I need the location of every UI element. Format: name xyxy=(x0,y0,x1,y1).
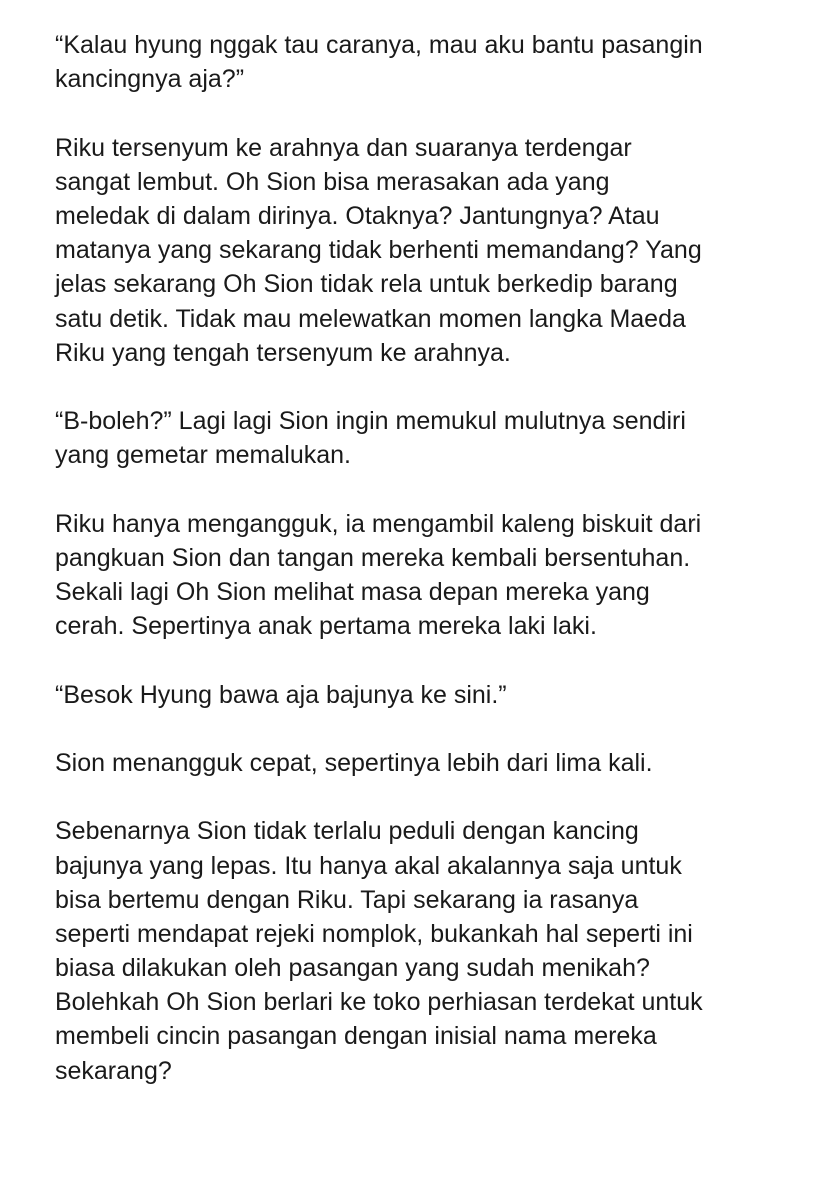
text-line: Sebenarnya Sion tidak terlalu peduli dengan kancing xyxy=(55,817,639,846)
text-line: Riku hanya mengangguk, ia mengambil kaleng biskuit dari xyxy=(55,509,702,538)
text-line: Riku yang tengah tersenyum ke arahnya. xyxy=(55,338,511,367)
text-line: cerah. Sepertinya anak pertama mereka laki laki. xyxy=(55,612,597,641)
text-line: satu detik. Tidak mau melewatkan momen langka Maeda xyxy=(55,304,686,333)
text-line: yang gemetar memalukan. xyxy=(55,441,351,470)
text-line: membeli cincin pasangan dengan inisial nama mereka xyxy=(55,1022,657,1051)
text-line: “B-boleh?” Lagi lagi Sion ingin memukul mulutnya sendiri xyxy=(55,407,686,436)
text-line: seperti mendapat rejeki nomplok, bukankah hal seperti ini xyxy=(55,919,693,948)
text-line: sekarang? xyxy=(55,1056,172,1085)
paragraph-2 xyxy=(55,131,808,370)
text-line: Bolehkah Oh Sion berlari ke toko perhiasan terdekat untuk xyxy=(55,988,703,1017)
paragraph-4 xyxy=(55,507,808,644)
text-line: kancingnya aja?” xyxy=(55,65,245,94)
text-line: Sekali lagi Oh Sion melihat masa depan mereka yang xyxy=(55,578,650,606)
text-line: bisa bertemu dengan Riku. Tapi sekarang ia rasanya xyxy=(55,885,639,914)
text-line: sangat lembut. Oh Sion bisa merasakan ada yang xyxy=(55,167,610,196)
text-line: pangkuan Sion dan tangan mereka kembali bersentuhan. xyxy=(55,543,691,572)
text-line: “Kalau hyung nggak tau caranya, mau aku bantu pasangin xyxy=(55,31,703,59)
text-line: matanya yang sekarang tidak berhenti memandang? Yang xyxy=(55,236,702,265)
paragraph-6 xyxy=(55,746,808,780)
paragraph-3 xyxy=(55,404,808,472)
text-line: Sion menangguk cepat, sepertinya lebih dari lima kali. xyxy=(55,748,653,777)
text-line: meledak di dalam dirinya. Otaknya? Jantungnya? Atau xyxy=(55,201,660,230)
text-line: Riku tersenyum ke arahnya dan suaranya terdengar xyxy=(55,133,632,162)
paragraph-5 xyxy=(55,678,808,712)
text-line: bajunya yang lepas. Itu hanya akal akalannya saja untuk xyxy=(55,851,682,880)
text-line: “Besok Hyung bawa aja bajunya ke sini.” xyxy=(55,680,507,709)
text-line: jelas sekarang Oh Sion tidak rela untuk berkedip barang xyxy=(55,270,678,299)
paragraph-7 xyxy=(55,814,808,1088)
paragraph-1 xyxy=(55,28,808,96)
text-line: biasa dilakukan oleh pasangan yang sudah menikah? xyxy=(55,954,650,983)
